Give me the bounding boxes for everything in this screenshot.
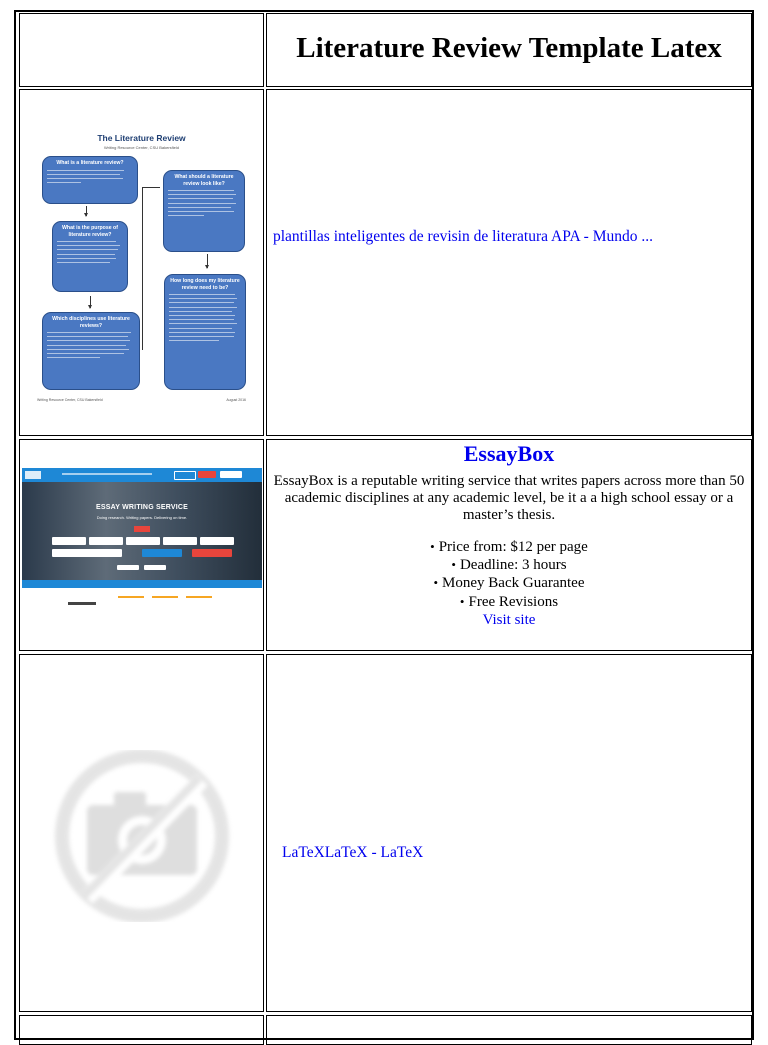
site-badge [134,526,150,532]
literature-review-link-cell [266,89,752,436]
flow-box [42,156,138,204]
result-link[interactable]: plantillas inteligentes de revisin de literatura APA - Mundo ... [273,228,653,245]
site-form-field [52,549,122,557]
site-hero-subtitle: Doing research. Writing papers. Delivering on time. [96,515,188,520]
no-image-thumbnail-cell [19,654,264,1012]
site-hero-title: ESSAY WRITING SERVICE [96,504,188,511]
flow-box-heading: How long does my literature review need to be? [170,278,240,291]
site-review-score [186,596,212,606]
literature-review-thumbnail[interactable] [20,90,263,435]
site-review-score [118,596,144,606]
essay-site-screenshot[interactable] [22,468,262,613]
site-rating-chip [117,565,139,570]
literature-review-thumbnail-cell [19,89,264,436]
flow-connector [142,187,143,350]
ad-description: EssayBox is a reputable writing service that writes papers across more than 50 academic disciplines at any academic level, be it a a high school essay or a master’s thesis. [273,473,745,523]
site-nav-button [198,471,216,478]
ad-feature-list [267,538,751,611]
site-form-button [142,549,182,557]
flow-box [42,312,140,390]
site-form-field [126,537,160,545]
site-form-field [163,537,197,545]
thumbnail-title: The Literature Review [97,133,186,143]
flow-arrow [207,254,208,268]
essaybox-ad-cell [266,439,752,651]
flow-box-heading: What is a literature review? [56,160,124,166]
flow-box [52,221,128,292]
thumbnail-footer-right: August 2016 [226,398,246,402]
site-logo [25,471,41,479]
latex-link-cell [266,654,752,1012]
site-nav-button [220,471,242,478]
no-image-camera-icon [42,750,242,922]
site-form-field [200,537,234,545]
site-form-field [89,537,123,545]
header-title-cell [266,13,752,87]
site-form-field [52,537,86,545]
ad-feature-item: • Price from: $12 per page [267,538,751,556]
flow-box [164,274,246,390]
ad-title-link[interactable]: EssayBox [463,441,555,466]
ad-feature-item: • Money Back Guarantee [267,574,751,592]
site-nav-links [62,473,152,475]
result-link[interactable]: LaTeXLaTeX - LaTeX [282,844,424,861]
page-title: Literature Review Template Latex [296,32,722,64]
flow-arrow [90,296,91,308]
site-rating-chip [144,565,166,570]
essaybox-ad [267,440,751,650]
flow-connector [142,187,160,188]
thumbnail-footer-left: Writing Resource Center, CSU Bakersfield [37,398,103,402]
ad-feature-item: • Deadline: 3 hours [267,556,751,574]
site-nav-button [174,471,196,480]
ad-feature-item: • Free Revisions [267,593,751,611]
visit-site-link[interactable]: Visit site [482,611,536,628]
thumbnail-subtitle: Writing Resource Center, CSU Bakersfield [103,145,180,150]
site-hero [22,482,262,580]
site-navbar [22,468,262,482]
flow-arrow [86,206,87,216]
flow-box [163,170,245,252]
flow-box-heading: What should a literature review look like? [174,174,234,187]
site-review-score [152,596,178,606]
site-promo-bar [22,580,262,588]
flow-box-heading: Which disciplines use literature reviews? [52,316,130,329]
site-form-button [192,549,232,557]
header-empty-cell [19,13,264,87]
table-cell [266,1015,752,1045]
essaybox-thumbnail-cell [19,439,264,651]
flow-box-heading: What is the purpose of literature review? [62,225,118,238]
table-cell [19,1015,264,1045]
site-reviews-label [68,602,96,605]
